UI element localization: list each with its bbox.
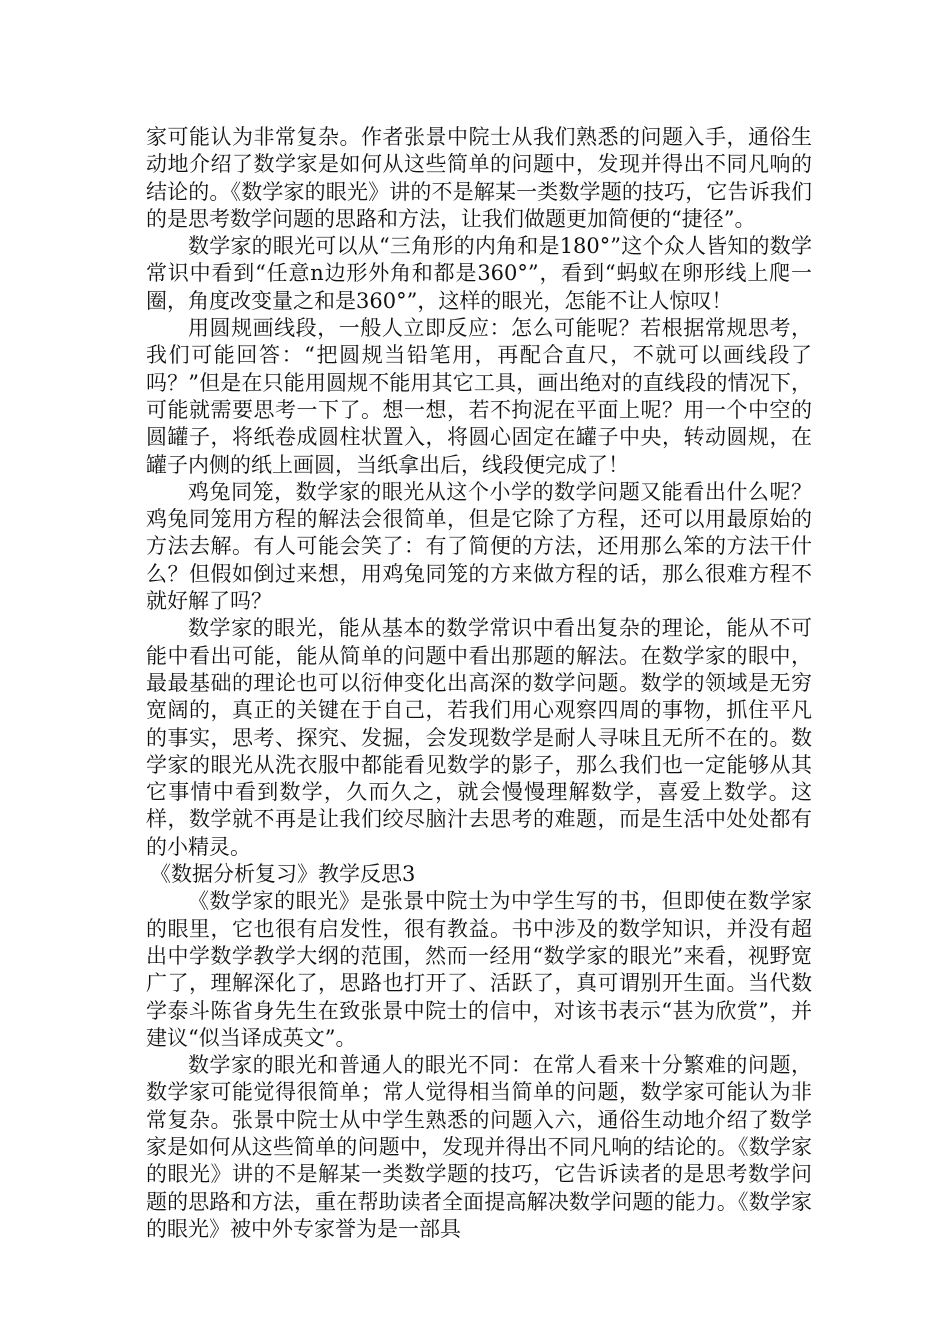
paragraph-book-intro: 《数学家的眼光》是张景中院士为中学生写的书，但即使在数学家的眼里，它也很有启发性，很有教益。书中涉及的数学知识，并没有超出中学数学教学大纲的范围，然而一经用“数学家的眼光”来看，视野宽广了，理解深化了，思路也打开了、活跃了，真可谓别开生面。当代数学泰斗陈省身先生在致张景中院士的信中，对该书表示“甚为欣赏”，并建议“似当译成英文”。 [146,889,812,1050]
paragraph-mathematician-vision: 数学家的眼光，能从基本的数学常识中看出复杂的理论，能从不可能中看出可能，能从简单的问题中看出那题的解法。在数学家的眼中，最最基础的理论也可以衍伸变化出高深的数学问题。数学的领域是无穷宽阔的，真正的关键在于自己，若我们用心观察四周的事物，抓住平凡的事实，思考、探究、发掘，会发现数学是耐人寻味且无所不在的。数学家的眼光从洗衣服中都能看见数学的影子，那么我们也一定能够从其它事情中看到数学，久而久之，就会慢慢理解数学，喜爱上数学。这样，数学就不再是让我们绞尽脑汁去思考的难题，而是生活中处处都有的小精灵。 [146,616,812,859]
paragraph-chicken-rabbit: 鸡兔同笼，数学家的眼光从这个小学的数学问题又能看出什么呢？鸡兔同笼用方程的解法会很简单，但是它除了方程，还可以用最原始的方法去解。有人可能会笑了：有了简便的方法，还用那么笨的方法干什么？但假如倒过来想，用鸡兔同笼的方来做方程的话，那么很难方程不就好解了吗？ [146,479,812,614]
section-heading: 《数据分析复习》教学反思3 [150,862,416,887]
paragraph-vision-difference: 数学家的眼光和普通人的眼光不同：在常人看来十分繁难的问题，数学家可能觉得很简单；常人觉得相当简单的问题，数学家可能认为非常复杂。张景中院士从中学生熟悉的问题入六，通俗生动地介绍了数学家是如何从这些简单的问题中，发现并得出不同凡响的结论的。《数学家的眼光》讲的不是解某一类数学题的技巧，它告诉读者的是思考数学问题的思路和方法，重在帮助读者全面提高解决数学问题的能力。《数学家的眼光》被中外专家誉为是一部具 [146,1053,812,1241]
paragraph-compass-line: 用圆规画线段，一般人立即反应：怎么可能呢？若根据常规思考，我们可能回答：“把圆规当铅笔用，再配合直尺，不就可以画线段了吗？”但是在只能用圆规不能用其它工具，画出绝对的直线段的情况下，可能就需要思考一下了。想一想，若不拘泥在平面上呢？用一个中空的圆罐子，将纸卷成圆柱状置入，将圆心固定在罐子中央，转动圆规，在罐子内侧的纸上画圆，当纸拿出后，线段便完成了！ [146,316,812,477]
paragraph-triangle-angles: 数学家的眼光可以从“三角形的内角和是180°”这个众人皆知的数学常识中看到“任意n边形外角和都是360°”，看到“蚂蚁在卵形线上爬一圈，角度改变量之和是360°”，这样的眼光，怎能不让人惊叹！ [146,234,812,313]
paragraph-continued: 家可能认为非常复杂。作者张景中院士从我们熟悉的问题入手，通俗生动地介绍了数学家是如何从这些简单的问题中，发现并得出不同凡响的结论的。《数学家的眼光》讲的不是解某一类数学题的技巧，它告诉我们的是思考数学问题的思路和方法，让我们做题更加简便的“捷径”。 [146,125,812,231]
document-page [146,124,812,1243]
